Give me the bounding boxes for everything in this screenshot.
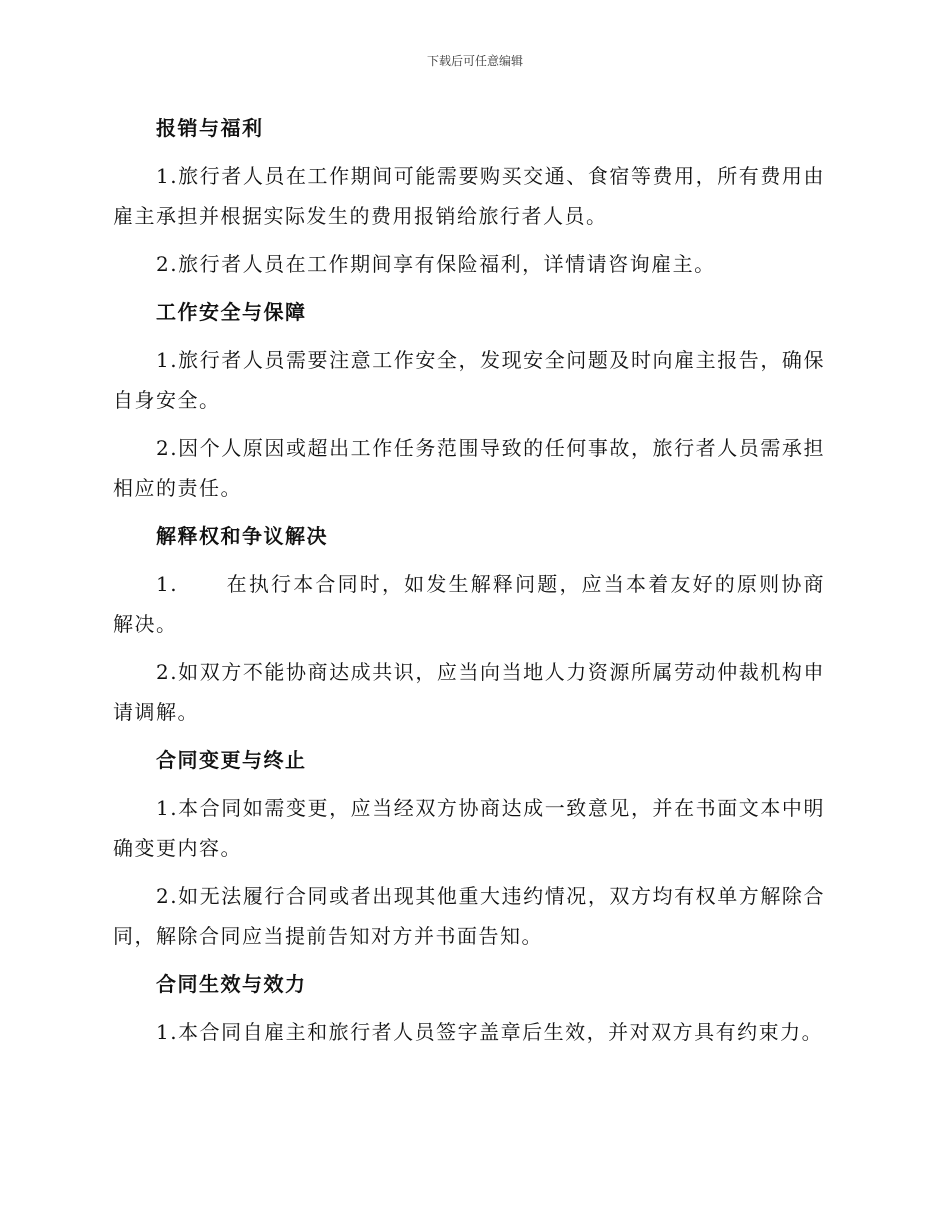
paragraph: 1.旅行者人员需要注意工作安全，发现安全问题及时向雇主报告，确保自身安全。 xyxy=(113,348,825,412)
paragraph: 1.本合同自雇主和旅行者人员签字盖章后生效，并对双方具有约束力。 xyxy=(156,1020,824,1044)
paragraph-numbered xyxy=(113,564,825,644)
item-number: 1. xyxy=(156,572,179,596)
section-heading-reimbursement: 报销与福利 xyxy=(156,116,264,140)
paragraph: 1.本合同如需变更，应当经双方协商达成一致意见，并在书面文本中明确变更内容。 xyxy=(113,796,825,860)
paragraph: 1.旅行者人员在工作期间可能需要购买交通、食宿等费用，所有费用由雇主承担并根据实际发生的费用报销给旅行者人员。 xyxy=(113,164,825,228)
item-text: 在执行本合同时，如发生解释问题，应当本着友好的原则协商解决。 xyxy=(113,572,825,636)
section-heading-dispute-resolution: 解释权和争议解决 xyxy=(156,524,328,548)
section-heading-work-safety: 工作安全与保障 xyxy=(156,300,307,324)
section-heading-contract-change: 合同变更与终止 xyxy=(156,748,307,772)
section-heading-contract-effect: 合同生效与效力 xyxy=(156,972,307,996)
paragraph: 2.旅行者人员在工作期间享有保险福利，详情请咨询雇主。 xyxy=(156,252,716,276)
paragraph: 2.因个人原因或超出工作任务范围导致的任何事故，旅行者人员需承担相应的责任。 xyxy=(113,436,825,500)
paragraph: 2.如双方不能协商达成共识，应当向当地人力资源所属劳动仲裁机构申请调解。 xyxy=(113,660,825,724)
document-body xyxy=(113,108,825,1060)
page-header: 下载后可任意编辑 xyxy=(426,54,523,68)
paragraph: 2.如无法履行合同或者出现其他重大违约情况，双方均有权单方解除合同，解除合同应当提前告知对方并书面告知。 xyxy=(113,884,825,948)
